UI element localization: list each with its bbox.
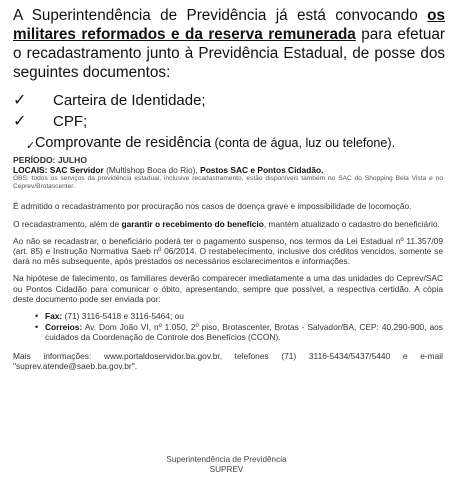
contacts-list — [13, 311, 443, 343]
contact-label: Fax: — [45, 311, 63, 322]
contact-text: Av. Dom João VI, nº 1.050, 2º piso, Brotascenter, Brotas - Salvador/BA, CEP: 40.290-900, aos cuidados da Coordenação de Controle dos Benefícios (CCON). — [45, 322, 443, 343]
document-label-main: Comprovante de residência — [35, 135, 211, 151]
contact-item — [35, 322, 443, 342]
document-item — [13, 112, 453, 133]
document-label — [35, 133, 395, 153]
garantir-bold: garantir o recebimento do benefício — [121, 218, 264, 229]
falecimento-paragraph: Na hipótese de falecimento, os familiares deverão comparecer imediatamente a uma das unidades do Ceprev/SAC ou Pontos Cidadão para comunicar o óbito, apresentando, sempre que possível, a respectiva certidão. A cópia deste documento pode ser enviada por: — [13, 273, 443, 304]
obs-note: OBS: todos os serviços da previdência estadual, inclusive recadastramento, estão disponíveis também no SAC do Shopping Bela Vista e no Ceprev/Brotascenter. — [13, 175, 443, 191]
locais-bold: Postos SAC e Pontos Cidadão. — [200, 165, 324, 176]
checkmark-icon: ✓ — [26, 140, 36, 152]
intro-highlight: os militares reformados e da reserva remunerada — [13, 7, 445, 43]
contact-item — [35, 311, 443, 321]
notice-body — [13, 155, 443, 378]
suspenso-paragraph: Ao não se recadastrar, o beneficiário poderá ter o pagamento suspenso, nos termos da Lei Estadual nº 11.357/09 (art. 85) e Instrução Normativa Saeb nº 06/2014. O restabelecimento, inclusive dos créditos vencidos, somente se dará no mês subsequente, após prestados os necessários esclarecimentos e informações. — [13, 235, 443, 267]
document-label: Carteira de Identidade; — [53, 92, 206, 109]
periodo-heading: PERÍODO: JULHO — [13, 155, 88, 165]
documents-list — [13, 91, 453, 155]
locais-line — [13, 165, 443, 175]
intro-paragraph — [13, 6, 445, 82]
checkmark-icon: ✓ — [13, 113, 27, 130]
signature-line-1: Superintendência de Previdência — [166, 455, 287, 464]
contact-label: Correios: — [45, 322, 83, 333]
document-label-note: (conta de água, luz ou telefone). — [210, 136, 396, 150]
more-info-paragraph: Mais informações: www.portaldoservidor.ba.gov.br, telefones (71) 3116-5434/5437/5440 e e-mail "suprev.atende@saeb.ba.gov.br". — [13, 350, 443, 371]
procuracao-paragraph: É admitido o recadastramento por procuração nos casos de doença grave e impossibilidade de locomoção. — [13, 201, 412, 212]
contact-text: (71) 3116-5418 e 3116-5464; ou — [62, 311, 184, 322]
document-item — [13, 133, 453, 155]
document-label: CPF; — [53, 113, 88, 130]
garantir-paragraph — [13, 219, 443, 229]
locais-label: LOCAIS: SAC Servidor — [13, 165, 104, 176]
signature-block — [0, 455, 453, 475]
intro-text-2: para efetuar o recadastramento junto à Previdência Estadual, de posse dos seguintes documentos: — [13, 26, 445, 81]
garantir-after: , mantém atualizado o cadastro do beneficiário. — [263, 218, 440, 229]
garantir-before: O recadastramento, além de — [13, 218, 122, 229]
intro-text-1: A Superintendência de Previdência já está convocando — [13, 7, 428, 24]
locais-detail: (Multishop Boca do Rio), — [103, 165, 201, 176]
signature-line-2: SUPREV — [209, 465, 244, 474]
checkmark-icon: ✓ — [13, 92, 27, 109]
document-item — [13, 91, 453, 112]
